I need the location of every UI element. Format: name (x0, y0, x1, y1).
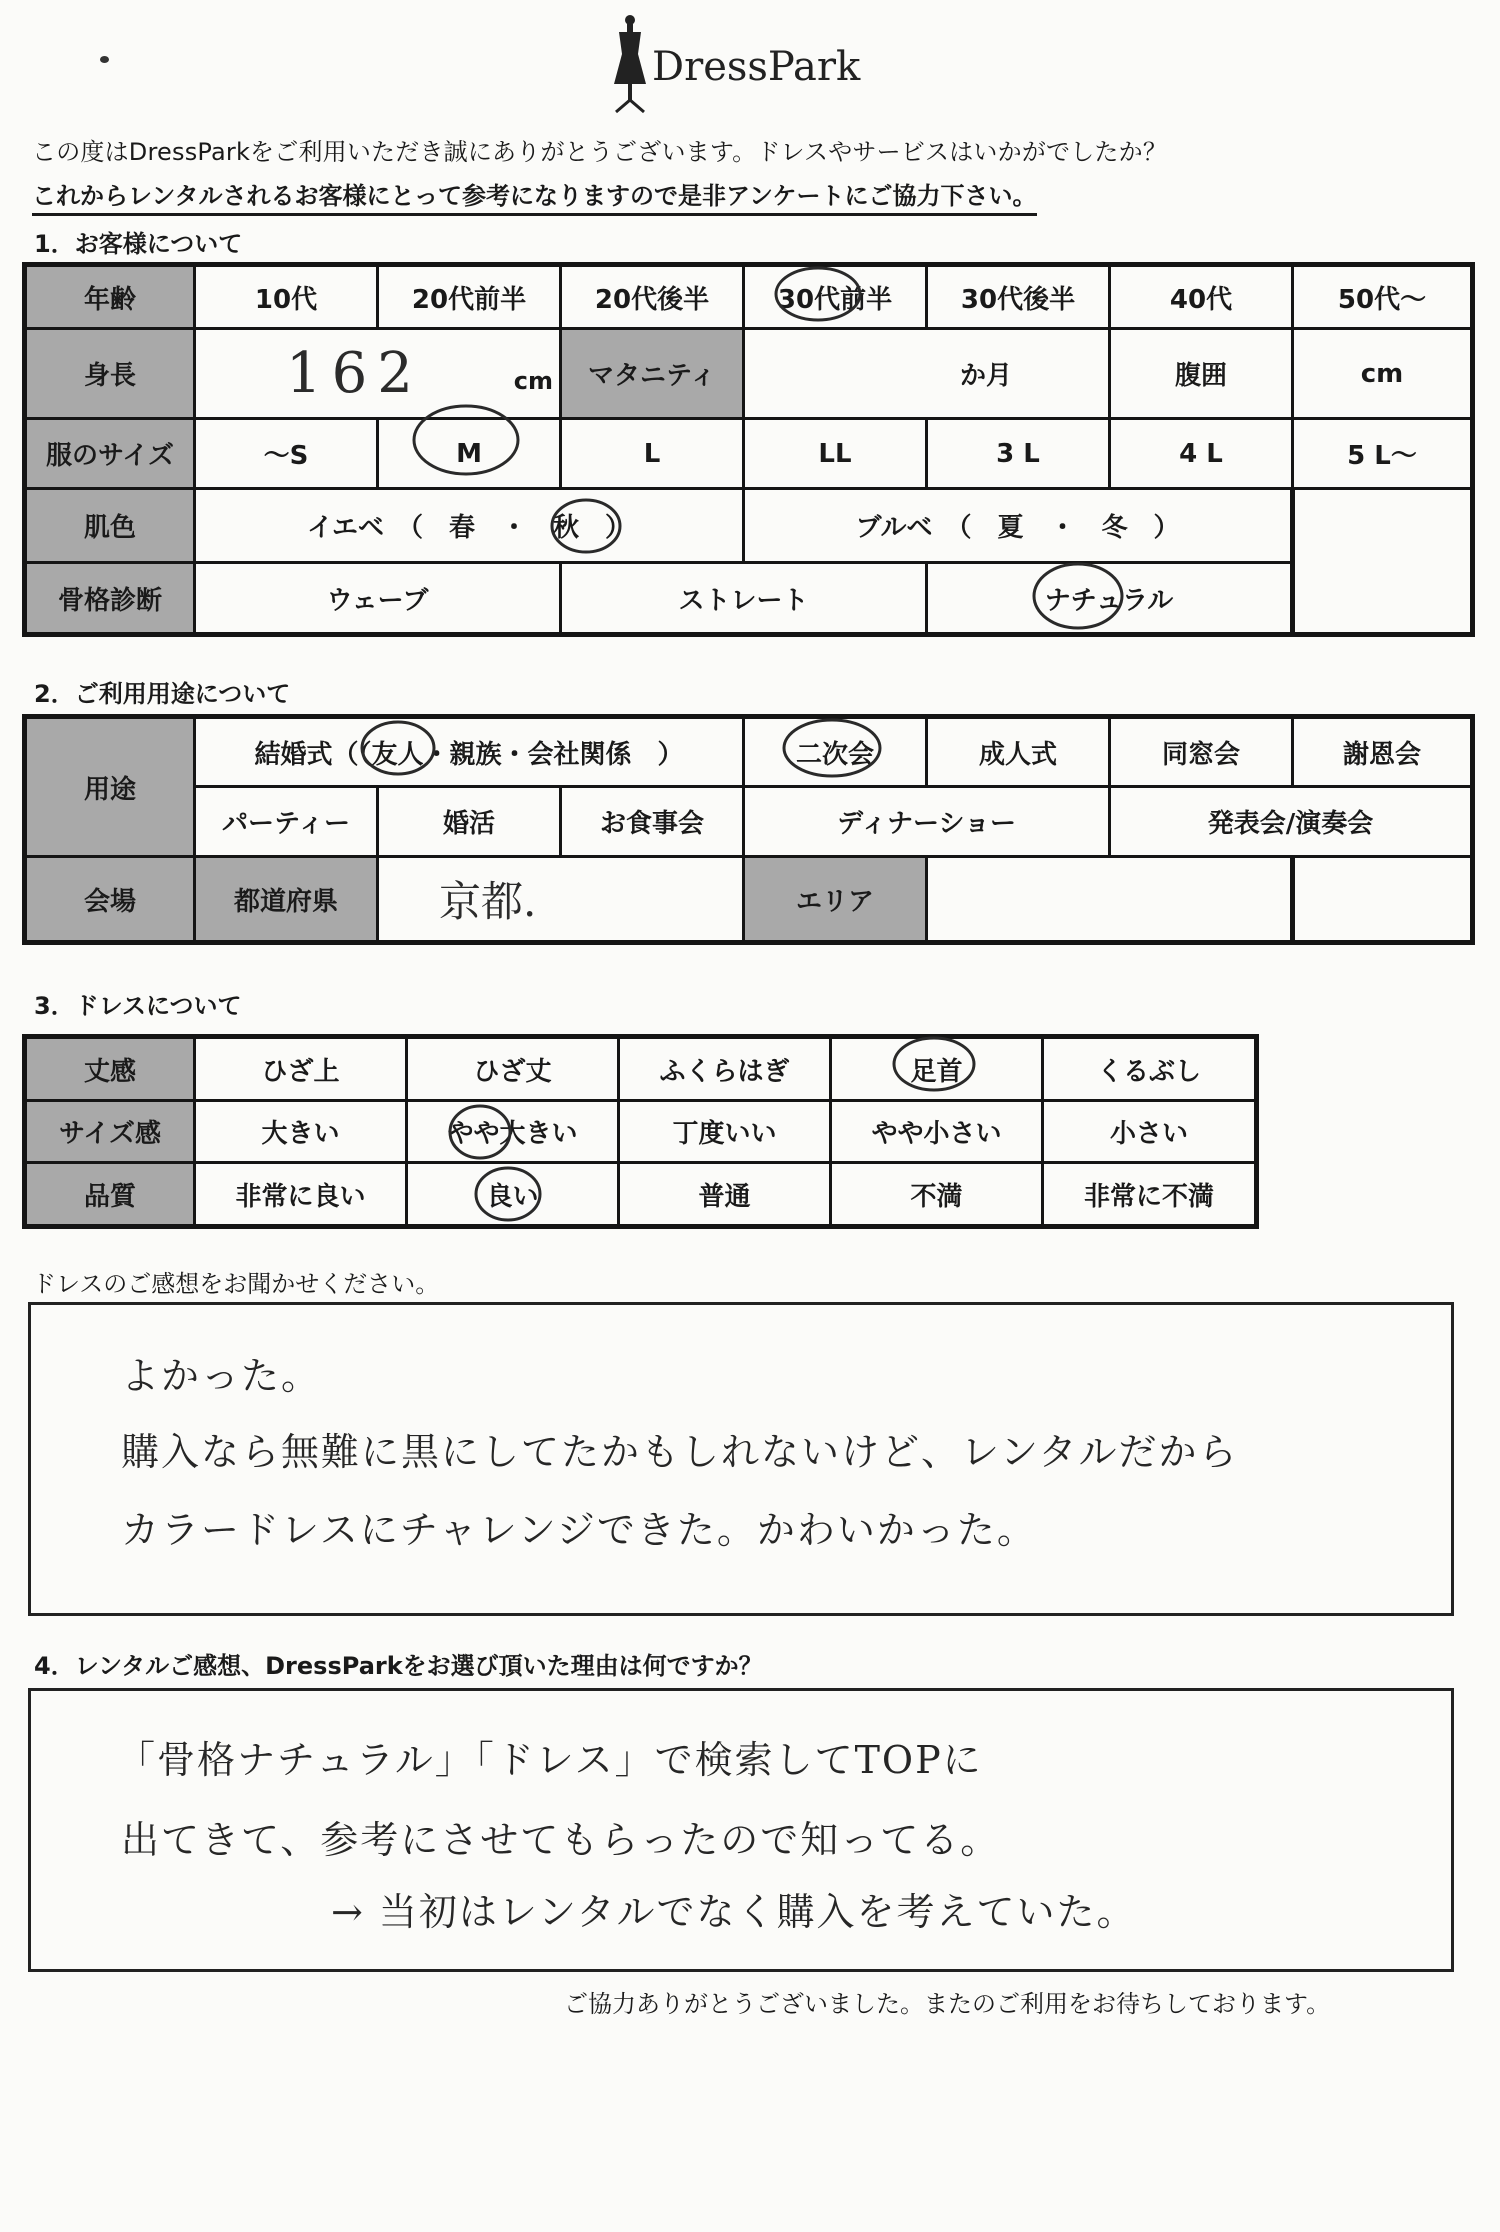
size-option[interactable]: L (561, 419, 744, 489)
skin-yellow-option[interactable]: イエベ （ 春 ・ 秋 ） (195, 489, 744, 563)
purpose-label: 用途 (25, 717, 195, 857)
selection-circle (362, 722, 434, 774)
size-option[interactable]: M (378, 419, 561, 489)
age-option[interactable]: 20代後半 (561, 265, 744, 329)
fit-option[interactable]: やや大きい (407, 1101, 619, 1163)
reason-box[interactable] (28, 1688, 1454, 1972)
maternity-label: マタニティ (561, 329, 744, 419)
reason-line: 出てきて、参考にさせてもらったので知ってる。 (121, 1818, 1001, 1862)
section1-title: 1．お客様について (34, 230, 243, 258)
size-option[interactable]: 4 L (1110, 419, 1293, 489)
brand-name: DressPark (652, 44, 861, 90)
fit-option[interactable]: やや小さい (831, 1101, 1043, 1163)
reason-line: → 当初はレンタルでなく購入を考えていた。 (331, 1890, 1137, 1934)
purpose-option[interactable]: ディナーショー (744, 787, 1110, 857)
size-option[interactable]: ～S (195, 419, 378, 489)
quality-option[interactable]: 非常に良い (195, 1163, 407, 1227)
frame-option[interactable]: ストレート (561, 563, 927, 635)
impressions-box[interactable] (28, 1302, 1454, 1616)
selection-circle (784, 720, 880, 776)
impressions-line: カラードレスにチャレンジできた。かわいかった。 (121, 1508, 1037, 1552)
length-option[interactable]: ふくらはぎ (619, 1037, 831, 1101)
length-option[interactable]: くるぶし (1043, 1037, 1257, 1101)
quality-option[interactable]: 非常に不満 (1043, 1163, 1257, 1227)
quality-label: 品質 (25, 1163, 195, 1227)
purpose-option[interactable]: 二次会 (744, 717, 927, 787)
age-option[interactable]: 10代 (195, 265, 378, 329)
fit-option[interactable]: 丁度いい (619, 1101, 831, 1163)
prefecture-label: 都道府県 (195, 857, 378, 943)
selection-circle (1034, 564, 1122, 628)
impressions-line: よかった。 (121, 1354, 322, 1398)
prefecture-value: 京都. (439, 877, 537, 926)
selection-circle (450, 1106, 510, 1158)
size-label: 服のサイズ (25, 419, 195, 489)
closing-message: ご協力ありがとうございました。またのご利用をお待ちしております。 (564, 1990, 1331, 2018)
purpose-option[interactable]: 謝恩会 (1293, 717, 1473, 787)
size-option[interactable]: 3 L (927, 419, 1110, 489)
section4-title: 4．レンタルご感想、DressParkをお選び頂いた理由は何ですか？ (34, 1652, 763, 1680)
quality-option[interactable]: 不満 (831, 1163, 1043, 1227)
length-option[interactable]: ひざ上 (195, 1037, 407, 1101)
size-option[interactable]: 5 L～ (1293, 419, 1473, 489)
age-option[interactable]: 20代前半 (378, 265, 561, 329)
section3-title: 3．ドレスについて (34, 992, 242, 1020)
purpose-option[interactable]: パーティー (195, 787, 378, 857)
quality-option[interactable]: 良い (407, 1163, 619, 1227)
selection-circle (894, 1038, 974, 1090)
height-unit: cm (513, 367, 553, 395)
purpose-option[interactable]: お食事会 (561, 787, 744, 857)
venue-label: 会場 (25, 857, 195, 943)
selection-circle (552, 500, 620, 552)
height-label: 身長 (25, 329, 195, 419)
quality-option[interactable]: 普通 (619, 1163, 831, 1227)
waist-label: 腹囲 (1110, 329, 1293, 419)
frame-option[interactable]: ウェーブ (195, 563, 561, 635)
waist-unit: cm (1360, 358, 1404, 389)
frame-label: 骨格診断 (25, 563, 195, 635)
age-label: 年齢 (25, 265, 195, 329)
fit-label: サイズ感 (25, 1101, 195, 1163)
age-option[interactable]: 30代前半 (744, 265, 927, 329)
purpose-option[interactable]: 成人式 (927, 717, 1110, 787)
purpose-option[interactable]: 発表会/演奏会 (1110, 787, 1473, 857)
area-label: エリア (744, 857, 927, 943)
length-option[interactable]: 足首 (831, 1037, 1043, 1101)
reason-line: 「骨格ナチュラル」「ドレス」で検索してTOPに (117, 1738, 983, 1782)
size-option[interactable]: LL (744, 419, 927, 489)
height-value: 162 (286, 341, 423, 406)
length-label: 丈感 (25, 1037, 195, 1101)
impressions-prompt: ドレスのご感想をお聞かせください。 (32, 1270, 440, 1298)
purpose-option[interactable]: 同窓会 (1110, 717, 1293, 787)
fit-option[interactable]: 小さい (1043, 1101, 1257, 1163)
impressions-line: 購入なら無難に黒にしてたかもしれないけど、レンタルだから (121, 1430, 1239, 1474)
section2-title: 2．ご利用用途について (34, 680, 291, 708)
skin-blue-option[interactable]: ブルベ （ 夏 ・ 冬 ） (744, 489, 1293, 563)
fit-option[interactable]: 大きい (195, 1101, 407, 1163)
selection-circle (476, 1168, 540, 1220)
purpose-option[interactable]: 婚活 (378, 787, 561, 857)
selection-circle (414, 406, 518, 474)
intro-text: この度はDressParkをご利用いただき誠にありがとうございます。ドレスやサービスはいかがでしたか？ (32, 138, 1168, 166)
skin-label: 肌色 (25, 489, 195, 563)
age-option[interactable]: 50代～ (1293, 265, 1473, 329)
age-option[interactable]: 30代後半 (927, 265, 1110, 329)
age-option[interactable]: 40代 (1110, 265, 1293, 329)
months-unit: か月 (959, 361, 1012, 391)
frame-option[interactable]: ナチュラル (927, 563, 1293, 635)
selection-circle (776, 268, 860, 320)
intro-request: これからレンタルされるお客様にとって参考になりますので是非アンケートにご協力下さい。 (32, 176, 1037, 216)
purpose-option-wedding[interactable]: 結婚式（（友人・親族・会社関係 ） (195, 717, 744, 787)
length-option[interactable]: ひざ丈 (407, 1037, 619, 1101)
